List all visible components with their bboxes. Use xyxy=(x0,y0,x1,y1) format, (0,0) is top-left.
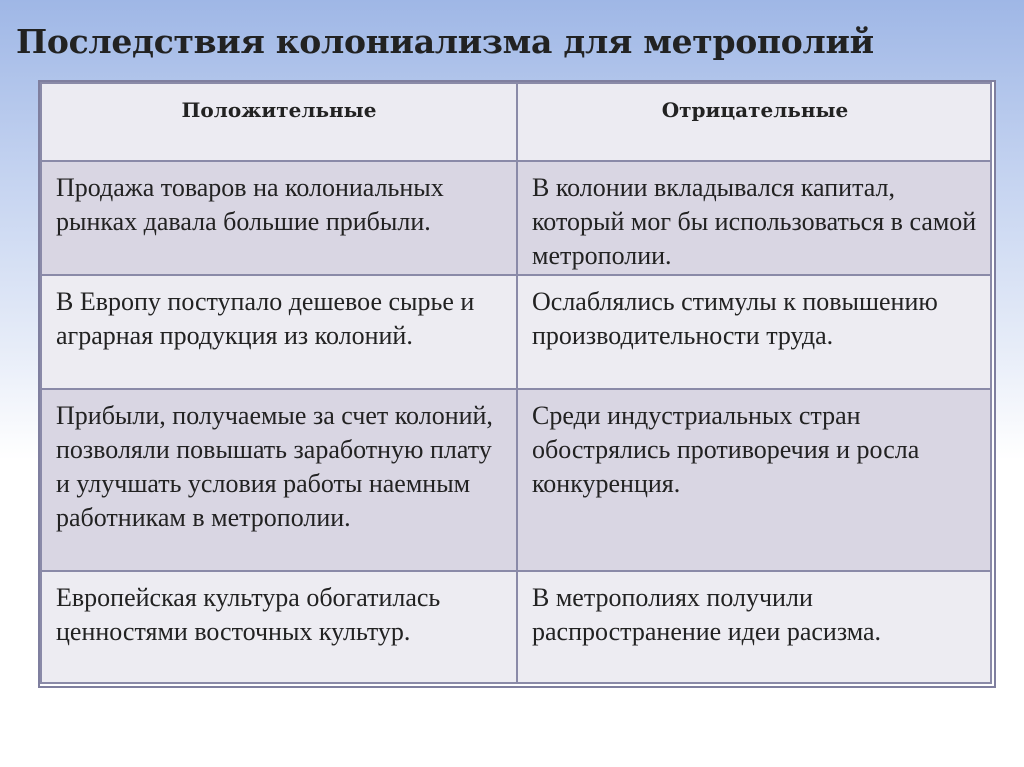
header-negative: Отрицательные xyxy=(517,83,993,161)
cell-negative: В метрополиях получили распространение идеи расизма. xyxy=(517,571,993,685)
consequences-table xyxy=(40,82,994,686)
cell-positive: Прибыли, получаемые за счет колоний, позволяли повышать заработную плату и улучшать условия работы наемным работникам в метрополии. xyxy=(41,389,517,571)
cell-negative: Ослаблялись стимулы к повышению производительности труда. xyxy=(517,275,993,389)
cell-negative: Среди индустриальных стран обострялись противоречия и росла конкуренция. xyxy=(517,389,993,571)
cell-positive: Продажа товаров на колониальных рынках давала большие прибыли. xyxy=(41,161,517,275)
table-row xyxy=(41,161,993,275)
header-positive: Положительные xyxy=(41,83,517,161)
table-header-row xyxy=(41,83,993,161)
table-row xyxy=(41,571,993,685)
cell-negative: В колонии вкладывался капитал, который мог бы использоваться в самой метрополии. xyxy=(517,161,993,275)
page-title: Последствия колониализма для метрополий xyxy=(16,22,874,61)
table-row xyxy=(41,275,993,389)
table-row xyxy=(41,389,993,571)
cell-positive: Европейская культура обогатилась ценностями восточных культур. xyxy=(41,571,517,685)
cell-positive: В Европу поступало дешевое сырье и аграрная продукция из колоний. xyxy=(41,275,517,389)
